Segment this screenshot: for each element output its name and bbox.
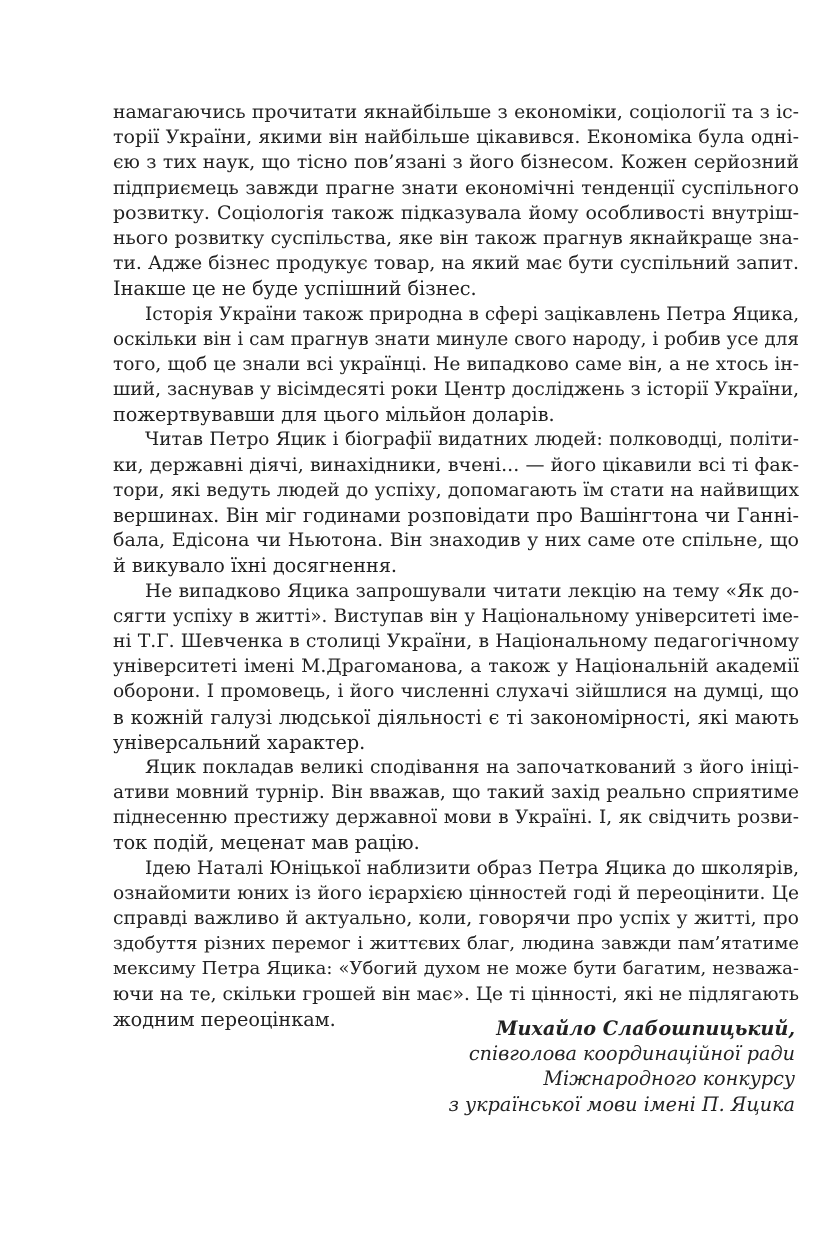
text-line: підприємець завжди прагне знати економічні тенденції суспільного <box>113 177 799 199</box>
text-line: ток подій, меценат мав рацію. <box>113 831 420 855</box>
text-line: ні Т.Г. Шевченка в столиці України, в Національному педагогічному <box>113 630 799 652</box>
text-line: намагаючись прочитати якнайбільше з економіки, соціології та з іс- <box>113 102 799 123</box>
signature-block <box>413 1016 795 1117</box>
text-line: сягти успіху в житті». Виступав він у Національному університеті іме- <box>113 605 799 627</box>
text-line: ознайомити юних із його ієрархією цінностей годі й переоцінити. Це <box>113 882 799 904</box>
text-line: нього розвитку суспільства, яке він також прагнув якнайкраще зна- <box>113 227 799 249</box>
text-line: справді важливо й актуально, коли, говорячи про успіх у житті, про <box>113 908 799 929</box>
text-line: ти. Адже бізнес продукує товар, на який має бути суспільний запит. <box>113 253 799 275</box>
text-line: в кожній галузі людської діяльності є ті закономірності, які мають <box>113 705 799 729</box>
text-line: пожертвувавши для цього мільйон доларів. <box>113 403 555 427</box>
text-line: Читав Петро Яцик і біографії видатних людей: полководці, політи- <box>145 429 799 451</box>
text-line: університеті імені М.Драгоманова, а також у Національній академії <box>113 656 799 678</box>
text-line: ший, заснував у вісімдесяті роки Центр досліджень з історії України, <box>113 379 799 401</box>
author-title-line: співголова координаційної ради <box>468 1042 795 1066</box>
author-name: Михайло Слабошпицький, <box>496 1017 795 1040</box>
author-title-line: Міжнародного конкурсу <box>543 1067 795 1091</box>
text-line: тори, які ведуть людей до успіху, допомагають їм стати на найвищих <box>113 479 799 501</box>
text-line: вершинах. Він міг годинами розповідати про Вашінгтона чи Ганні- <box>113 504 799 527</box>
text-line: оскільки він і сам прагнув знати минуле свого народу, і робив усе для <box>113 328 799 350</box>
text-line: Інакше це не буде успішний бізнес. <box>113 277 477 301</box>
text-line: універсальний характер. <box>113 730 366 754</box>
text-line: оборони. І промовець, і його численні слухачі зійшлися на думці, що <box>113 681 799 703</box>
text-line: й викувало їхні досягнення. <box>113 554 398 578</box>
text-line: Ідею Наталі Юніцької наблизити образ Петра Яцика до школярів, <box>145 857 799 879</box>
text-line: ки, державні діячі, винахідники, вчені... — його цікавили всі ті фак- <box>113 453 799 476</box>
text-line: мексиму Петра Яцика: «Убогий духом не може бути багатим, незважа- <box>113 958 799 980</box>
article-body <box>113 100 799 1032</box>
text-line: здобуття різних перемог і життєвих благ, людина завжди пам’ятатиме <box>113 933 799 955</box>
text-line: Історія України також природна в сфері зацікавлень Петра Яцика, <box>145 303 800 325</box>
text-line: Не випадково Яцика запрошували читати лекцію на тему «Як до- <box>145 580 799 602</box>
text-line: торії України, якими він найбільше цікавився. Економіка була одні- <box>113 126 799 149</box>
text-line: Яцик покладав великі сподівання на започаткований з його ініці- <box>145 756 799 778</box>
text-line: жодним переоцінкам. <box>113 1007 336 1031</box>
text-line: єю з тих наук, що тісно пов’язані з його бізнесом. Кожен серйозний <box>113 152 799 174</box>
text-line: ючи на те, скільки грошей він має». Це ті цінності, які не підлягають <box>113 983 799 1005</box>
text-line: розвитку. Соціологія також підказувала йому особливості внутріш- <box>113 201 799 224</box>
author-title-line: з української мови імені П. Яцика <box>448 1092 795 1116</box>
text-line: піднесенню престижу державної мови в Україні. І, як свідчить розви- <box>113 807 799 829</box>
text-line: бала, Едісона чи Ньютона. Він знаходив у них саме оте спільне, що <box>113 529 799 552</box>
text-line: того, щоб це знали всі українці. Не випадково саме він, а не хтось ін- <box>113 353 799 375</box>
text-line: ативи мовний турнір. Він вважав, що такий захід реально сприятиме <box>113 782 799 804</box>
